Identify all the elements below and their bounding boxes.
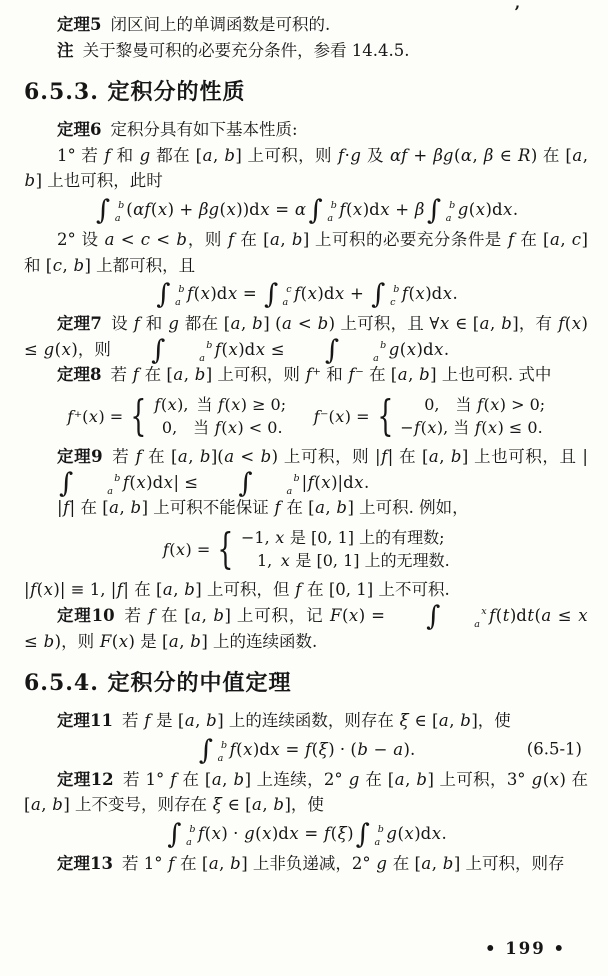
integral-sign: ∫ b a bbox=[95, 194, 125, 226]
piecewise-definitions bbox=[24, 391, 588, 441]
section-6-5-3-heading: 6.5.3. 定积分的性质 bbox=[24, 79, 246, 106]
integral-sign: ∫ b a bbox=[324, 334, 387, 366]
integral-sign: ∫ b a bbox=[167, 819, 196, 850]
integral-sign: ∫ b a bbox=[355, 819, 384, 850]
example-remark-text: |f(x)| ≡ 1, |f| 在 [a, b] 上可积，但 f 在 [0, 1] 上不可积. bbox=[24, 580, 450, 600]
theorem-9-paragraph bbox=[24, 444, 588, 499]
equation-number: (6.5-1) bbox=[526, 740, 582, 759]
theorem-6-property-1-text: 1° 若 f 和 g 都在 [a, b] 上可积，则 f·g 及 αf + βg(α, β ∈ R) 在 [a, b] 上也可积，此时 bbox=[24, 145, 588, 191]
theorem-13-text: 若 1° f 在 [a, b] 上非负递减，2° g 在 [a, b] 上可积，则存 bbox=[122, 854, 565, 874]
theorem-11-paragraph bbox=[24, 708, 588, 734]
theorem-5-text: 闭区间上的单调函数是可积的. bbox=[110, 15, 331, 34]
additivity-formula bbox=[24, 280, 588, 309]
f-plus-case-1: f(x), 当 f(x) ≥ 0; bbox=[154, 394, 287, 414]
integral-sign: ∫ x a bbox=[426, 600, 487, 632]
note-text: 关于黎曼可积的必要充分条件，参看 14.4.5. bbox=[82, 40, 410, 60]
integral-sign: ∫ b a bbox=[308, 194, 337, 226]
theorem-6-property-2 bbox=[24, 227, 588, 278]
theorem-6-label: 定理6 bbox=[57, 120, 102, 140]
theorem-12-paragraph bbox=[24, 767, 588, 818]
page-number: • 199 • bbox=[484, 939, 566, 959]
integral-sign: ∫ b a bbox=[151, 334, 213, 366]
f-minus-lhs: f⁻(x) = bbox=[313, 406, 370, 426]
theorem-10-text: 若 f 在 [a, b] 上可积，记 F(x) = ∫ x a f(t)dt(a ≤ x ≤ b)，则 F(x) 是 [a, b] 上的连续函数. bbox=[24, 600, 588, 651]
f-minus-case-1: 0, 当 f(x) > 0; bbox=[400, 394, 546, 414]
theorem-9-remark-text: |f| 在 [a, b] 上可积不能保证 f 在 [a, b] 上可积. 例如， bbox=[57, 498, 469, 518]
integral-sign: ∫ b a bbox=[156, 279, 185, 311]
mean-value-formula bbox=[24, 736, 588, 765]
theorem-5-paragraph bbox=[24, 12, 588, 38]
theorem-10-label: 定理10 bbox=[57, 605, 115, 625]
f-plus-case-2: 0, 当 f(x) < 0. bbox=[153, 418, 283, 438]
left-brace: { bbox=[217, 524, 234, 574]
theorem-9-label: 定理9 bbox=[57, 447, 103, 467]
theorem-6-text: 定积分具有如下基本性质: bbox=[110, 120, 298, 140]
theorem-6-property-2-text: 2° 设 a < c < b，则 f 在 [a, b] 上可积的必要充分条件是 f 在 [a, c] 和 [c, b] 上都可积，且 bbox=[24, 230, 588, 275]
theorem-6-property-1 bbox=[24, 143, 588, 194]
f-minus-case-2: −f(x), 当 f(x) ≤ 0. bbox=[400, 418, 543, 438]
integral-sign: ∫ c a bbox=[264, 279, 292, 311]
scan-artifact: ’ bbox=[514, 3, 520, 22]
theorem-8-text: 若 f 在 [a, b] 上可积，则 f⁺ 和 f⁻ 在 [a, b] 上也可积. 式中 bbox=[110, 365, 552, 385]
theorem-9-remark bbox=[24, 495, 588, 521]
integral-sign: ∫ b a bbox=[426, 194, 456, 226]
theorem-7-text: 设 f 和 g 都在 [a, b] (a < b) 上可积，且 ∀x ∈ [a, b]，有 f(x) ≤ g(x)，则 ∫ b a f(x)dx ≤ ∫ b a g(x)dx. bbox=[24, 314, 588, 366]
example-lhs: f(x) = bbox=[162, 539, 211, 559]
note-label: 注 bbox=[57, 40, 74, 60]
weighted-mean-value-formula bbox=[24, 820, 588, 849]
f-plus-cases bbox=[154, 393, 286, 439]
theorem-11-text: 若 f 是 [a, b] 上的连续函数，则存在 ξ ∈ [a, b]，使 bbox=[122, 711, 511, 731]
theorem-6-paragraph bbox=[24, 117, 588, 143]
theorem-7-paragraph bbox=[24, 311, 588, 366]
section-6-5-4-heading: 6.5.4. 定积分的中值定理 bbox=[24, 670, 292, 697]
theorem-5-label: 定理5 bbox=[57, 15, 102, 34]
theorem-10-paragraph bbox=[24, 600, 588, 654]
example-remark bbox=[24, 577, 588, 603]
linearity-formula-text: ∫ b a (αf(x) + βg(x))dx = α ∫ b a f(x)dx + β ∫ b a g(x)dx. bbox=[95, 194, 519, 226]
mean-value-formula-text: ∫ b a f(x)dx = f(ξ) · (b − a). bbox=[198, 734, 416, 766]
example-cases bbox=[241, 526, 450, 572]
example-piecewise-function bbox=[24, 524, 588, 574]
integral-sign: ∫ b a bbox=[238, 467, 300, 499]
additivity-formula-text: ∫ b a f(x)dx = ∫ c a f(x)dx + ∫ b c f(x)dx. bbox=[156, 279, 458, 311]
theorem-13-paragraph bbox=[24, 851, 588, 877]
theorem-8-paragraph bbox=[24, 362, 588, 388]
integral-sign: ∫ b a bbox=[198, 734, 228, 766]
theorem-8-label: 定理8 bbox=[57, 365, 102, 385]
theorem-12-label: 定理12 bbox=[57, 769, 114, 789]
theorem-13-label: 定理13 bbox=[57, 854, 113, 874]
theorem-12-text: 若 1° f 在 [a, b] 上连续，2° g 在 [a, b] 上可积，3° g(x) 在 [a, b] 上不变号，则存在 ξ ∈ [a, b]，使 bbox=[24, 769, 588, 815]
theorem-11-label: 定理11 bbox=[57, 711, 113, 731]
note-paragraph bbox=[24, 38, 588, 64]
example-case-1: −1, x 是 [0, 1] 上的有理数; bbox=[241, 528, 445, 548]
linearity-formula bbox=[24, 196, 588, 225]
left-brace: { bbox=[130, 391, 147, 441]
integral-sign: ∫ b a bbox=[59, 467, 121, 499]
theorem-9-text: 若 f 在 [a, b](a < b) 上可积，则 |f| 在 [a, b] 上也可积，且 | ∫ b a f(x)dx| ≤ ∫ b a |f(x)|dx. bbox=[24, 447, 588, 492]
example-case-2: 1, x 是 [0, 1] 上的无理数. bbox=[241, 551, 450, 571]
weighted-mean-value-formula-text: ∫ b a f(x) · g(x)dx = f(ξ) ∫ b a g(x)dx. bbox=[167, 819, 447, 850]
f-plus-lhs: f⁺(x) = bbox=[67, 406, 124, 426]
theorem-7-label: 定理7 bbox=[57, 314, 102, 334]
f-minus-cases bbox=[400, 393, 545, 439]
left-brace: { bbox=[376, 391, 393, 441]
integral-sign: ∫ b c bbox=[371, 279, 400, 311]
